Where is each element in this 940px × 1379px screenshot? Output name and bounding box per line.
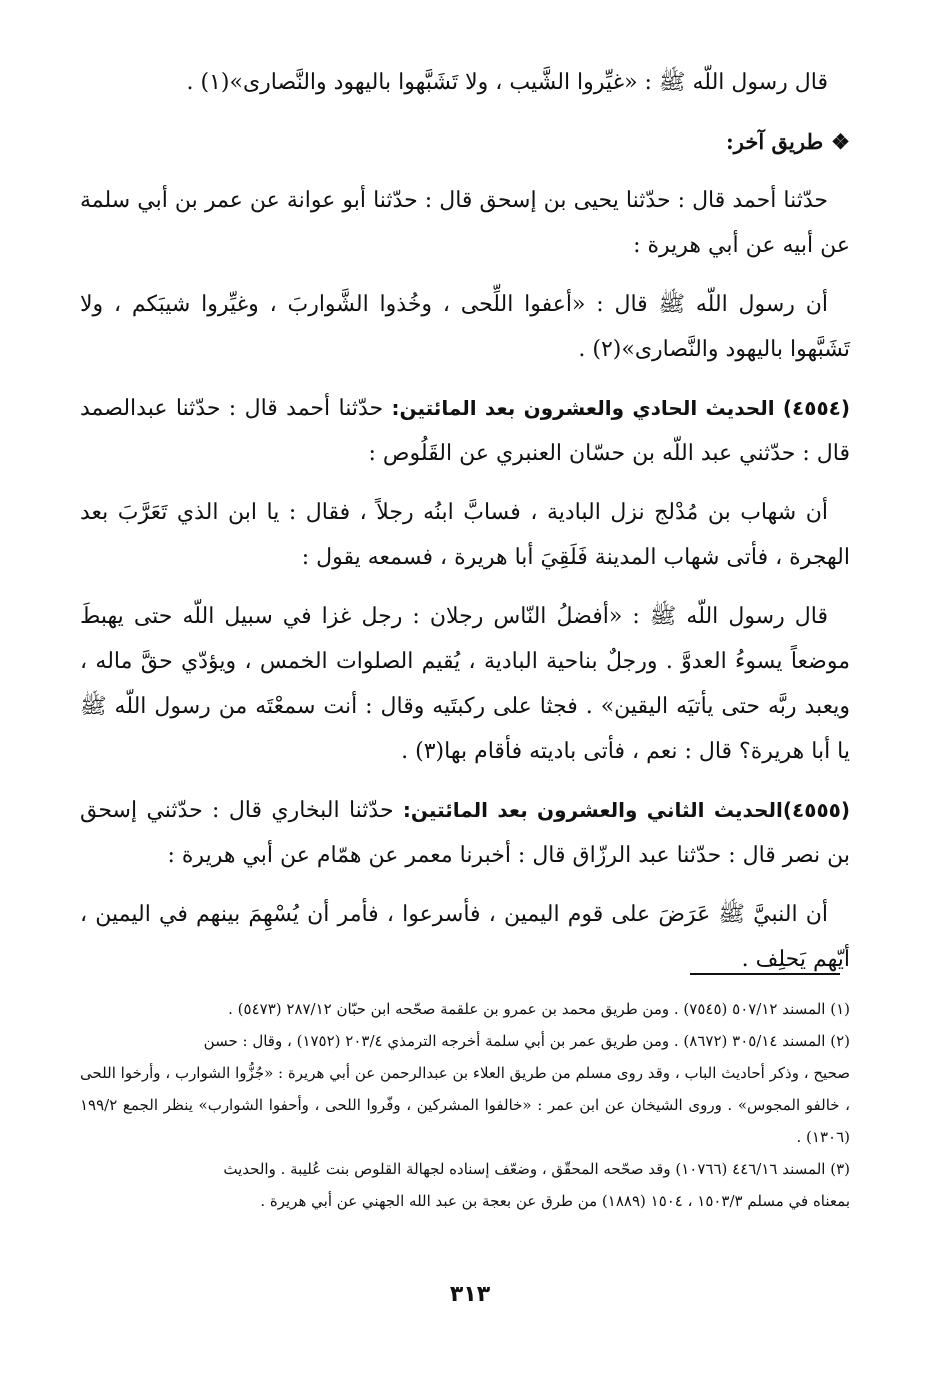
diamond-bullet-icon: ❖: [831, 129, 850, 154]
hadith-4554-story: أن شهاب بن مُدْلج نزل البادية ، فسابَّ ابنُه رجلاً ، فقال : يا ابن الذي تَعَرَّبَ بعد الهجرة ، فأتى شهاب المدينة فَلَقِيَ أبا هريرة ، فسمعه يقول :: [80, 500, 850, 570]
footnotes: [80, 993, 850, 1217]
hadith-4555-isnad-para: [80, 788, 850, 878]
footnote-2-continued: صحيح ، وذكر أحاديث الباب ، وقد روى مسلم من طريق العلاء بن عبدالرحمن عن أبي هريرة : «جُزُّوا الشوارب ، وأرخوا اللحى ، خالفو المجوس» . وروى الشيخان عن ابن عمر : «خالفوا المشركين ، وفّروا اللحى ، وأحفوا الشوارب» ينظر الجمع ١٩٩/٢ (١٣٠٦) .: [80, 1064, 850, 1146]
footnote-3-continued: بمعناه في مسلم ١٥٠٣/٣ ، ١٥٠٤ (١٨٨٩) من طرق عن بعجة بن عبد الله الجهني عن أبي هريرة .: [260, 1192, 850, 1210]
hadith-4555-matn: أن النبيَّ ﷺ عَرَضَ على قوم اليمين ، فأسرعوا ، فأمر أن يُسْهِمَ بينهم في اليمين ، أيّهم يَحلِف .: [80, 902, 850, 972]
hadith-4554-isnad-para: [80, 386, 850, 476]
isnad-ahmad: حدّثنا أحمد قال : حدّثنا يحيى بن إسحق قال : حدّثنا أبو عوانة عن عمر بن أبي سلمة عن أبيه عن أبي هريرة :: [80, 188, 850, 258]
hadith-4554-title: (٤٥٥٤) الحديث الحادي والعشرون بعد المائتين:: [391, 396, 851, 420]
footnote-divider: [690, 973, 840, 975]
footnote-1: (١) المسند ٥٠٧/١٢ (٧٥٤٥) . ومن طريق محمد بن عمرو بن علقمة صحّحه ابن حبّان ٢٨٧/١٢ (٥٤٧٣) .: [228, 1000, 850, 1018]
hadith-4554-matn: قال رسول اللّه ﷺ : «أفضلُ النّاس رجلان : رجل غزا في سبيل اللّه حتى يهبطَ موضعاً يسوءُ العدوَّ . ورجلٌ بناحية البادية ، يُقيم الصلوات الخمس ، ويؤدّي حقَّ ماله ، ويعبد ربَّه حتى يأتيَه اليقين» . فجثا على ركبتَيه وقال : أنت سمعْتَه من رسول اللّه ﷺ يا أبا هريرة؟ قال : نعم ، فأتى باديته فأقام بها(٣) .: [80, 604, 850, 764]
section-heading-other-route: [80, 119, 850, 164]
footnote-3: (٣) المسند ٤٤٦/١٦ (١٠٧٦٦) وقد صحّحه المحقّق ، وضعّف إسناده لجهالة القلوص بنت عُليبة . والحديث: [223, 1160, 850, 1178]
hadith-4555-title: (٤٥٥٥)الحديث الثاني والعشرون بعد المائتين:: [402, 798, 850, 822]
page-number: ٣١٣: [449, 1282, 491, 1307]
hadith-4555-isnad: حدّثنا البخاري قال : حدّثني إسحق بن نصر قال : حدّثنا عبد الرزّاق قال : أخبرنا معمر عن همّام عن أبي هريرة :: [80, 798, 850, 868]
section-heading-label: طريق آخر:: [726, 129, 824, 154]
hadith-4554-isnad: حدّثنا أحمد قال : حدّثنا عبدالصمد قال : حدّثني عبد اللّه بن حسّان العنبري عن القَلُوص :: [80, 396, 850, 466]
footnote-2: (٢) المسند ٣٠٥/١٤ (٨٦٧٢) . ومن طريق عمر بن أبي سلمة أخرجه الترمذي ٢٠٣/٤ (١٧٥٢) ، وقال : حسن: [203, 1032, 850, 1050]
matn-ahmad: أن رسول اللّه ﷺ قال : «أعفوا اللِّحى ، وخُذوا الشَّواربَ ، وغيِّروا شيبَكم ، ولا تَشَبَّهوا باليهود والنَّصارى»(٢) .: [80, 292, 850, 362]
opening-line: قال رسول اللّه ﷺ : «غيِّروا الشَّيب ، ولا تَشَبَّهوا باليهود والنَّصارى»(١) .: [186, 70, 828, 95]
main-text: [80, 60, 850, 996]
